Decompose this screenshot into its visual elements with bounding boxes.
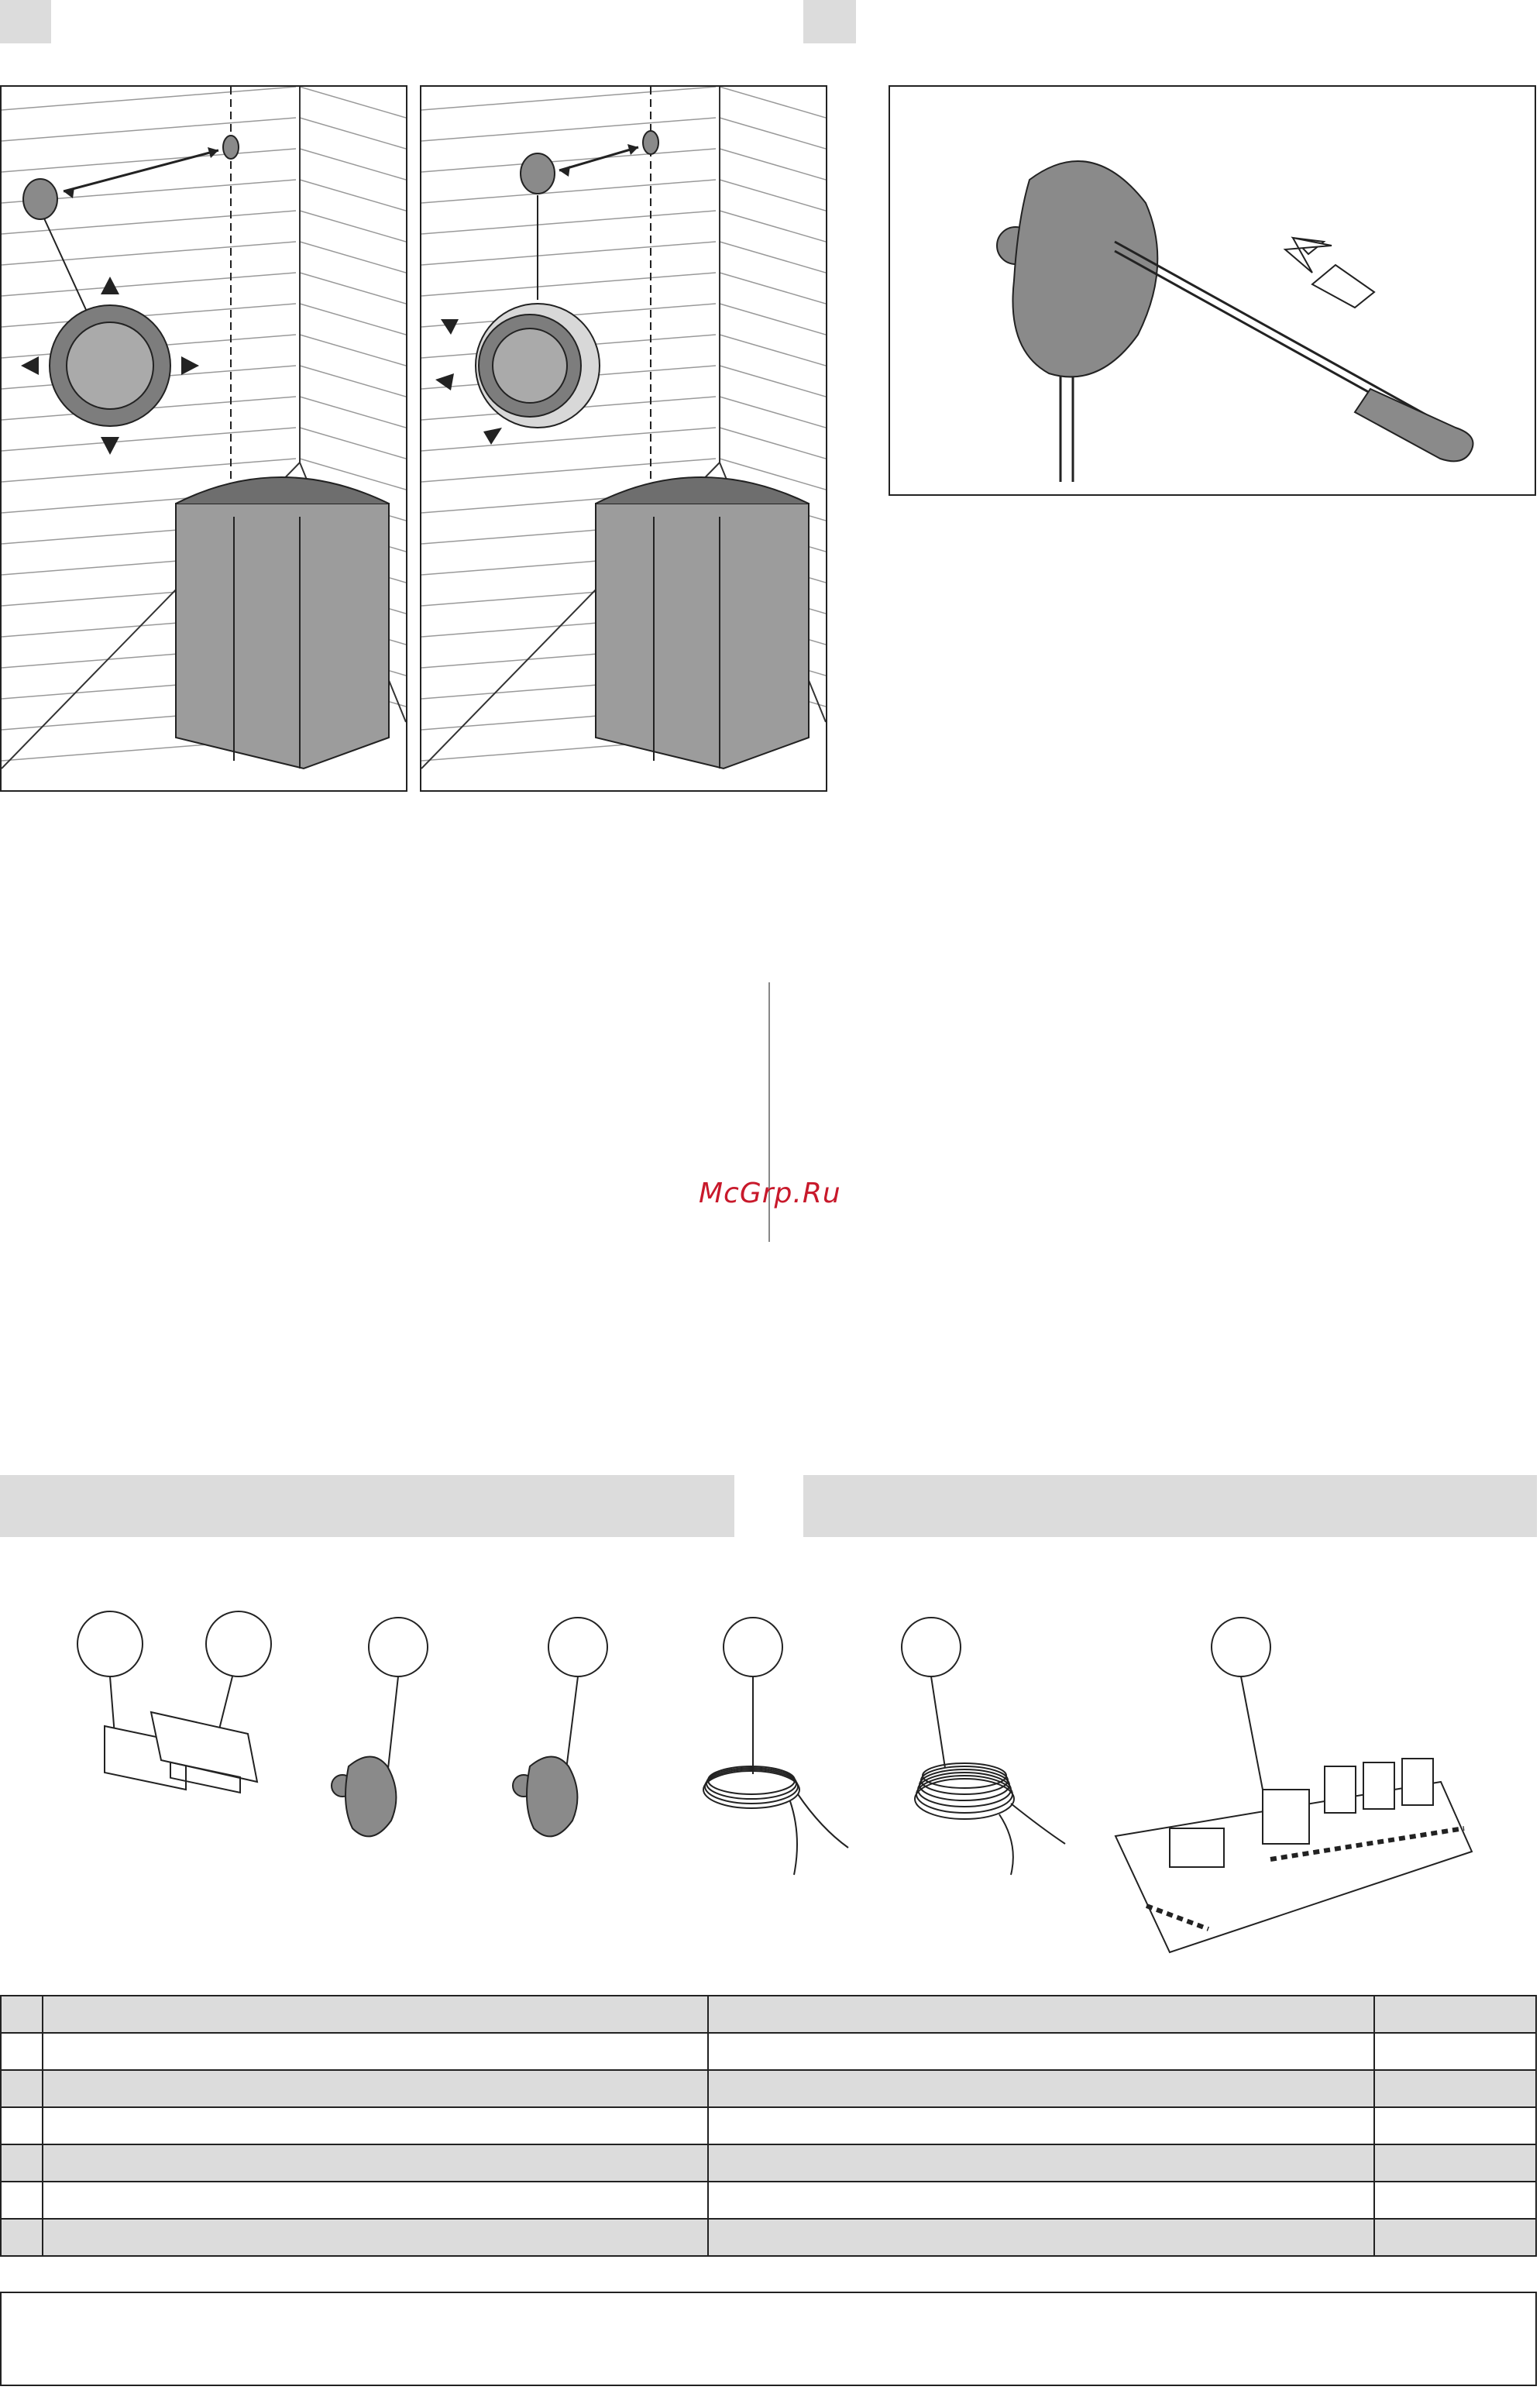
callout-1 bbox=[77, 1611, 143, 1676]
table-row bbox=[1, 2107, 1536, 2144]
parts-section-header-left bbox=[0, 1475, 734, 1537]
heater-illustration-right bbox=[421, 87, 826, 790]
callout-4 bbox=[548, 1618, 607, 1676]
figure-heater-sensor-right bbox=[420, 85, 827, 792]
section-tab-left bbox=[0, 0, 51, 43]
watermark: McGrp.Ru bbox=[699, 1178, 841, 1209]
callout-3 bbox=[369, 1618, 428, 1676]
callout-7 bbox=[1212, 1618, 1270, 1676]
parts-illustration bbox=[0, 1596, 1540, 1968]
callout-5 bbox=[724, 1618, 782, 1676]
callout-2 bbox=[206, 1611, 271, 1676]
table-row bbox=[1, 1996, 1536, 2033]
figure-heater-sensor-left bbox=[0, 85, 407, 792]
callout-6 bbox=[902, 1618, 961, 1676]
table-row bbox=[1, 2144, 1536, 2182]
parts-section-header-right bbox=[803, 1475, 1537, 1537]
sensor-screwdriver-illustration bbox=[890, 87, 1535, 494]
table-row bbox=[1, 2182, 1536, 2219]
heater-illustration-left bbox=[2, 87, 406, 790]
parts-table bbox=[0, 1995, 1537, 2257]
section-tab-right bbox=[803, 0, 856, 43]
table-row bbox=[1, 2033, 1536, 2070]
table-row bbox=[1, 2219, 1536, 2256]
figure-sensor-screwdriver bbox=[889, 85, 1536, 496]
note-box bbox=[0, 2292, 1537, 2386]
table-row bbox=[1, 2070, 1536, 2107]
